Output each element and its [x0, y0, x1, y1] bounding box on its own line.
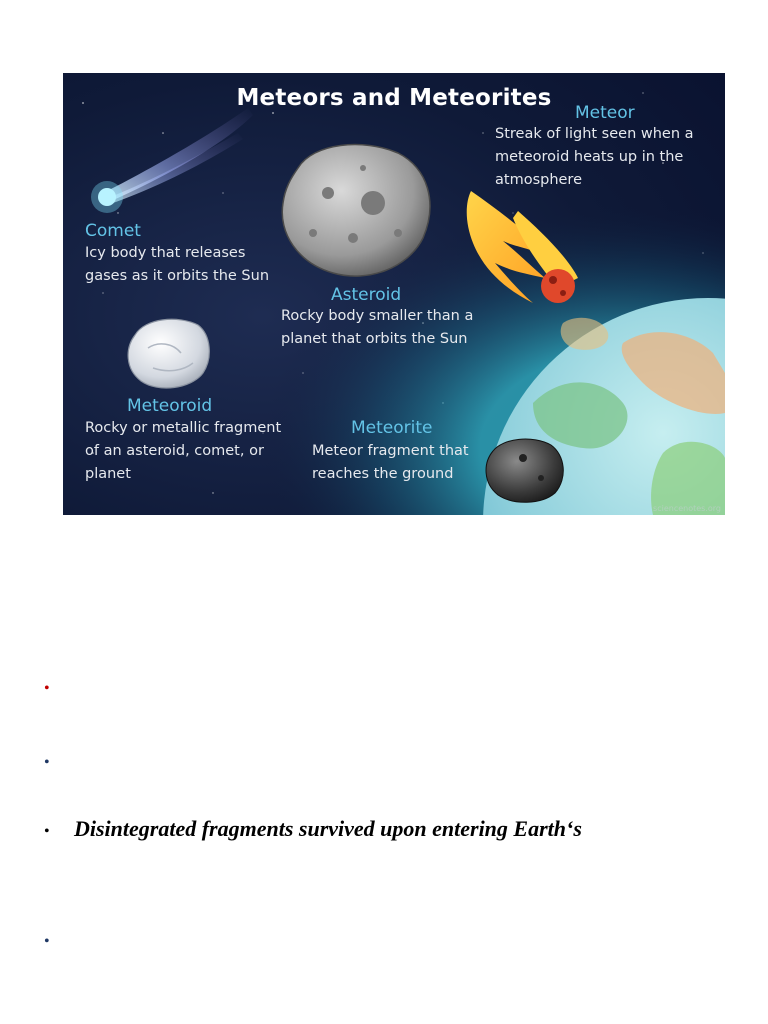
bullet-item	[44, 816, 582, 842]
meteor-name-wrap	[575, 103, 635, 124]
bullet-marker: •	[44, 754, 50, 771]
comet-name: Comet	[85, 221, 141, 241]
bullet-marker: •	[44, 933, 50, 950]
meteorite-description: Meteor fragment that reaches the ground	[312, 443, 469, 482]
meteors-and-meteorites-figure	[63, 73, 725, 515]
meteorite-illustration	[486, 439, 563, 502]
bullet-marker: •	[44, 680, 50, 697]
meteor-description-wrap	[495, 123, 694, 192]
meteorite-name: Meteorite	[351, 418, 433, 438]
asteroid-name-wrap	[331, 285, 401, 306]
meteoroid-illustration	[128, 319, 209, 388]
figure-title: Meteors and Meteorites	[236, 85, 552, 111]
meteorite-name-wrap	[351, 418, 433, 439]
meteoroid-name-wrap	[127, 396, 212, 417]
comet-label	[85, 221, 269, 288]
meteoroid-description-wrap	[85, 417, 281, 486]
image-credit: sciencenotes.org	[653, 504, 721, 513]
bullet-marker: •	[44, 823, 50, 840]
comet-description: Icy body that releases gases as it orbits the Sun	[85, 245, 270, 284]
bullet-item	[44, 673, 74, 699]
bullet-item	[44, 926, 74, 952]
meteoroid-description: Rocky or metallic fragment of an asteroid, comet, or planet	[85, 420, 282, 482]
meteorite-description-wrap	[312, 440, 469, 486]
meteor-name: Meteor	[575, 103, 635, 123]
asteroid-description-wrap	[281, 305, 473, 351]
asteroid-description: Rocky body smaller than a planet that orbits the Sun	[281, 308, 474, 347]
bullet-item	[44, 747, 74, 773]
meteoroid-name: Meteoroid	[127, 396, 213, 416]
meteor-description: Streak of light seen when a meteoroid heats up in the atmosphere	[495, 126, 694, 188]
asteroid-name: Asteroid	[331, 285, 402, 305]
asteroid-illustration	[282, 145, 430, 277]
bullet-text: Disintegrated fragments survived upon entering Earth‘s	[74, 816, 582, 841]
